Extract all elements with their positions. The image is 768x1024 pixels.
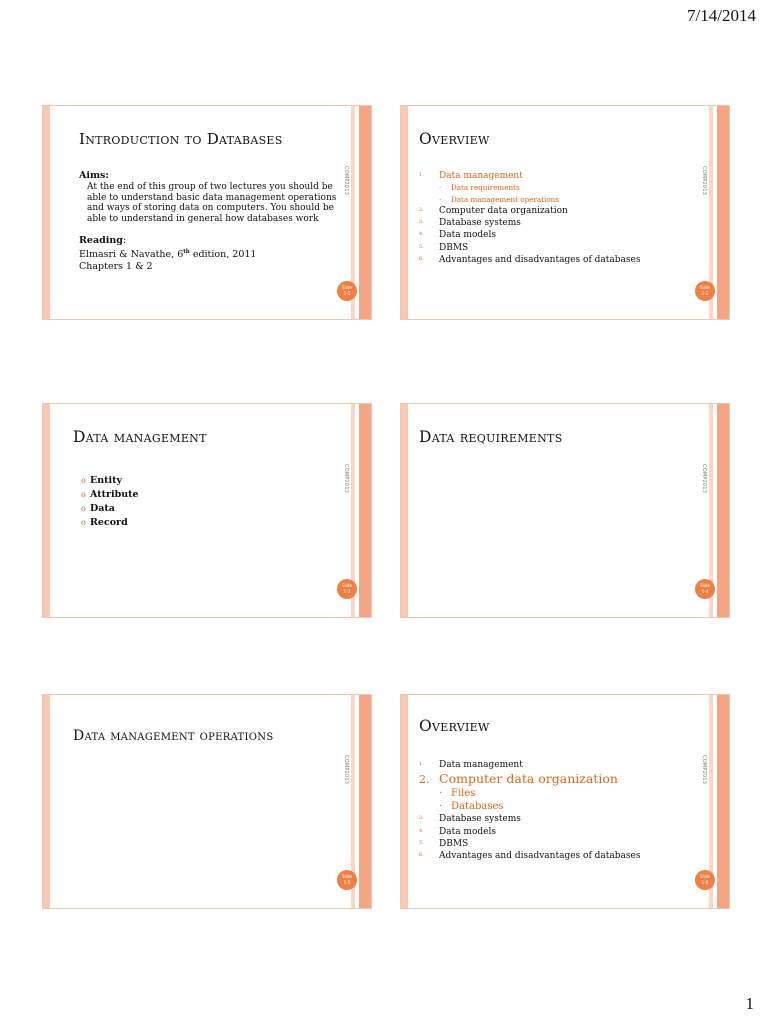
- slide-side-caption: COMP2013: [701, 166, 707, 196]
- overview-item-4: [419, 229, 689, 241]
- badge-label: Slide: [341, 285, 353, 290]
- term-text: Entity: [90, 475, 123, 486]
- term-item: [81, 488, 139, 502]
- item-text: Data models: [439, 826, 496, 837]
- slide-thumbnail-5: [42, 694, 372, 909]
- item-number: 4.: [419, 231, 424, 238]
- slide-title: Introduction to Databases: [79, 130, 283, 148]
- reading-chapters: Chapters 1 & 2: [79, 261, 153, 273]
- item-text: Database systems: [439, 218, 521, 229]
- overview-item-1: [419, 759, 689, 771]
- overview-item-3: [419, 217, 689, 229]
- term-item: [81, 474, 139, 488]
- slide-title: Overview: [419, 717, 490, 735]
- item-number: 1.: [419, 761, 424, 767]
- item-text: Data management: [439, 171, 523, 182]
- badge-number: 1-6: [701, 880, 709, 885]
- slide-title: Data management operations: [73, 728, 274, 744]
- term-text: Record: [90, 517, 128, 528]
- item-text: Advantages and disadvantages of databases: [439, 255, 641, 266]
- slide-right-stripe: [359, 695, 371, 908]
- item-text: Data management: [439, 760, 523, 771]
- slide-thumbnail-1: [42, 105, 372, 320]
- overview-list: [419, 759, 689, 863]
- slide-number-badge: [695, 870, 715, 890]
- badge-number: 1-2: [701, 291, 709, 296]
- item-number: 6.: [419, 255, 424, 262]
- overview-item-5: [419, 242, 689, 254]
- slide-side-caption: COMP2013: [701, 464, 707, 494]
- term-item: [81, 502, 139, 516]
- slide-number-badge: [695, 579, 715, 599]
- item-number: 2.: [419, 773, 430, 787]
- item-text: DBMS: [439, 839, 469, 850]
- reading-authors: Elmasri & Navathe, 6: [79, 248, 184, 260]
- slide-right-stripe: [717, 106, 729, 319]
- overview-subitem-2: · Data management operations: [439, 194, 559, 204]
- item-number: 4.: [419, 827, 424, 834]
- term-text: Attribute: [90, 489, 139, 500]
- reading-edition-sup: th: [183, 248, 190, 255]
- item-number: 3.: [419, 815, 424, 822]
- slide-title: Data requirements: [419, 428, 563, 446]
- badge-label: Slide: [341, 583, 353, 588]
- overview-subitem-1: · Data requirements: [439, 183, 520, 193]
- slide-thumbnail-2: [400, 105, 730, 320]
- reading-label: Reading: [79, 234, 123, 246]
- badge-number: 1-3: [343, 589, 351, 594]
- reading-colon: :: [122, 234, 127, 246]
- overview-item-2: [419, 205, 689, 217]
- page-date: 7/14/2014: [687, 6, 756, 25]
- badge-number: 1-4: [701, 589, 709, 594]
- slide-side-caption: COMP2013: [343, 755, 349, 785]
- badge-label: Slide: [699, 285, 711, 290]
- slide-side-caption: COMP2013: [343, 166, 349, 196]
- item-text: Database systems: [439, 814, 521, 825]
- reading-line: [79, 235, 341, 246]
- badge-label: Slide: [341, 874, 353, 879]
- subitem-text: Data requirements: [451, 183, 520, 193]
- item-text: Computer data organization: [439, 771, 618, 787]
- bullet-circle-icon: o: [81, 518, 86, 527]
- overview-item-2: [419, 771, 689, 787]
- item-text: Data models: [439, 230, 496, 241]
- overview-list: [419, 170, 689, 266]
- overview-item-3: [419, 813, 689, 825]
- reading-reference: [79, 246, 341, 262]
- item-number: 5.: [419, 243, 424, 250]
- slide-left-stripe: [43, 106, 50, 319]
- item-number: 5.: [419, 839, 424, 846]
- slide-side-caption: COMP2013: [343, 464, 349, 494]
- subitem-text: Data management operations: [451, 194, 559, 204]
- item-number: 6.: [419, 852, 424, 859]
- overview-item-1: [419, 170, 689, 182]
- aims-text: At the end of this group of two lectures you should be able to understand basic data management operations and ways of storing data on computers. You should be able to understand in general how databases work: [87, 182, 337, 224]
- badge-number: 1-1: [343, 291, 351, 296]
- bullet-circle-icon: o: [81, 504, 86, 513]
- subitem-text: Databases: [451, 801, 504, 813]
- slide-right-stripe: [359, 106, 371, 319]
- badge-label: Slide: [699, 583, 711, 588]
- slide-number-badge: [337, 579, 357, 599]
- slide-number-badge: [337, 870, 357, 890]
- overview-subitem-2: · Databases: [439, 801, 504, 813]
- item-number: 1.: [419, 172, 424, 178]
- item-text: DBMS: [439, 242, 469, 253]
- overview-item-6: [419, 850, 689, 862]
- bullet-circle-icon: o: [81, 490, 86, 499]
- term-item: [81, 516, 139, 530]
- slide-number-badge: [337, 281, 357, 301]
- slide-right-stripe: [717, 695, 729, 908]
- aims-label: Aims:: [79, 170, 109, 181]
- item-number: 3.: [419, 219, 424, 226]
- slide-right-stripe: [359, 404, 371, 617]
- badge-label: Slide: [699, 874, 711, 879]
- item-number: 2.: [419, 206, 424, 213]
- slide-right-stripe: [717, 404, 729, 617]
- overview-item-6: [419, 254, 689, 266]
- slide-side-caption: COMP2013: [701, 755, 707, 785]
- term-list: [81, 474, 139, 530]
- slide-left-stripe: [401, 106, 408, 319]
- badge-number: 1-5: [343, 880, 351, 885]
- slide-left-stripe: [43, 404, 50, 617]
- overview-item-5: [419, 838, 689, 850]
- item-text: Computer data organization: [439, 205, 568, 216]
- slide-thumbnail-3: [42, 403, 372, 618]
- term-text: Data: [90, 503, 115, 514]
- slide-title: Data management: [73, 428, 207, 446]
- overview-subitem-1: · Files: [439, 788, 476, 800]
- slide-number-badge: [695, 281, 715, 301]
- item-text: Advantages and disadvantages of databases: [439, 851, 641, 862]
- slide-body: [79, 170, 341, 273]
- page-number: 1: [745, 994, 754, 1013]
- slide-title: Overview: [419, 130, 490, 148]
- bullet-circle-icon: o: [81, 476, 86, 485]
- slide-thumbnail-4: [400, 403, 730, 618]
- reading-edition: edition, 2011: [189, 248, 257, 260]
- slide-thumbnail-6: [400, 694, 730, 909]
- overview-item-4: [419, 826, 689, 838]
- slide-left-stripe: [43, 695, 50, 908]
- slide-left-stripe: [401, 404, 408, 617]
- subitem-text: Files: [451, 788, 476, 800]
- slide-left-stripe: [401, 695, 408, 908]
